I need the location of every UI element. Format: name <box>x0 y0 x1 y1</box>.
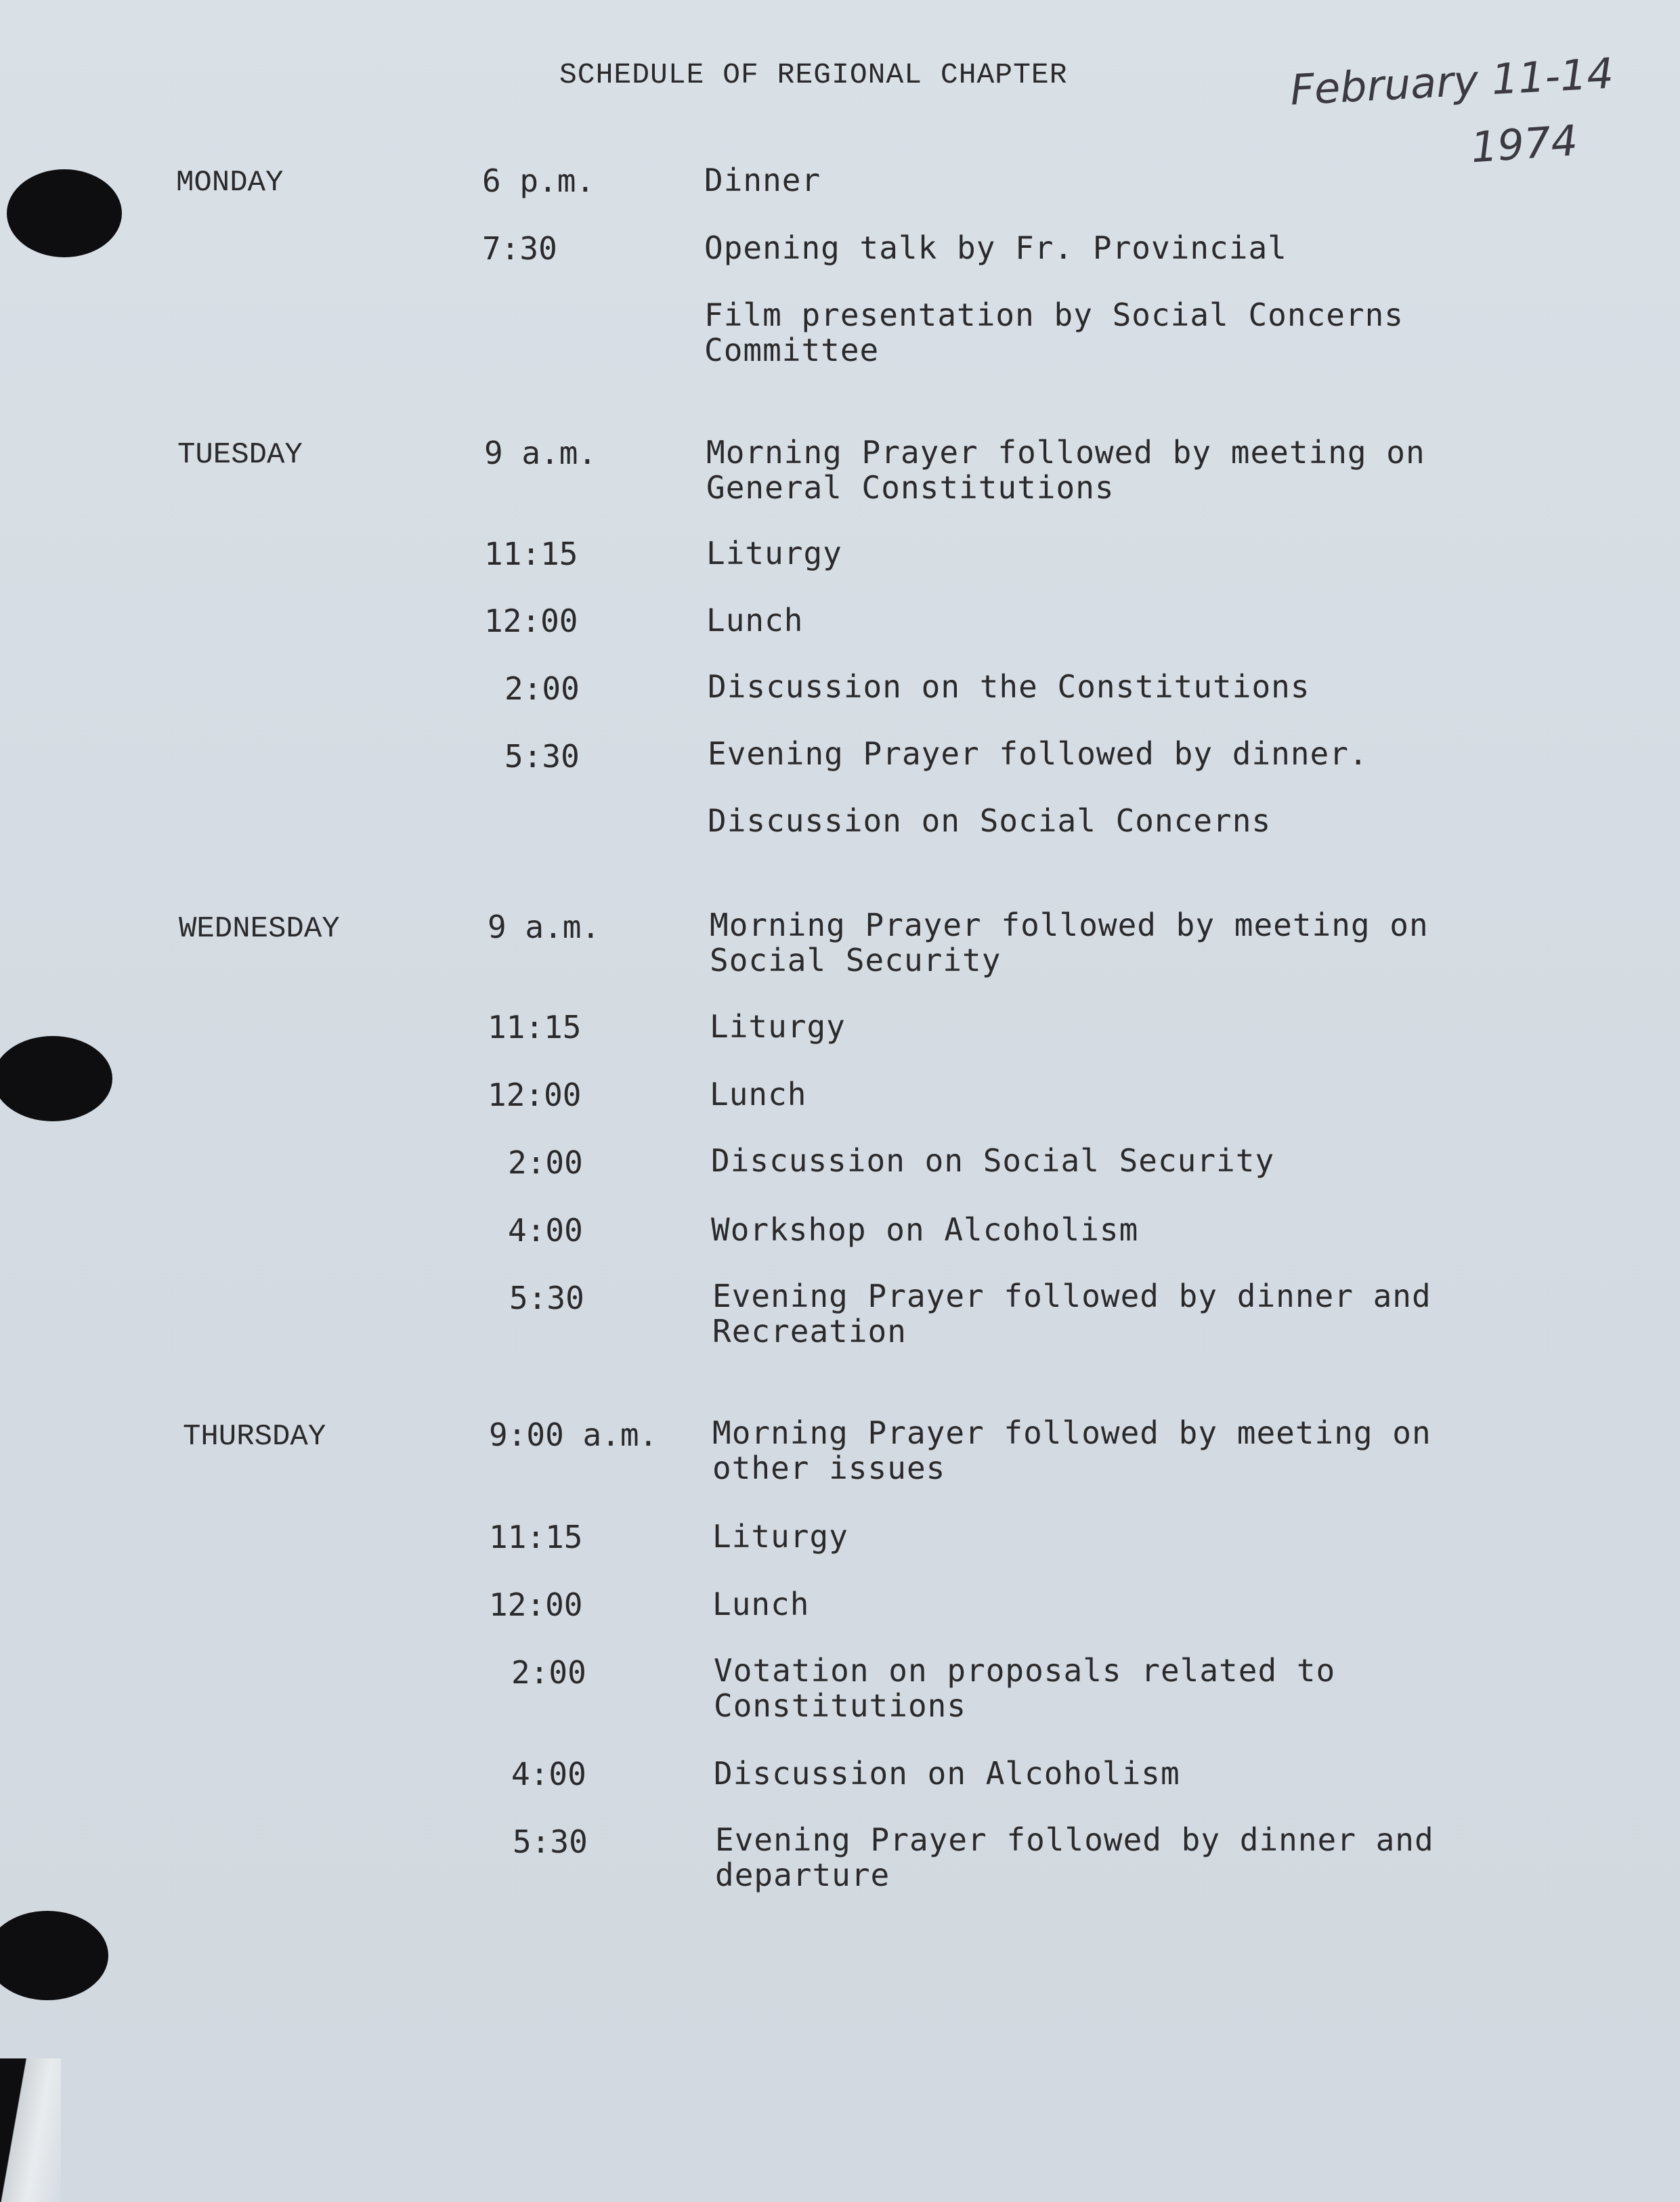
time-entry: 2:00 <box>504 670 580 707</box>
event-entry: Morning Prayer followed by meeting on other issues <box>712 1415 1431 1486</box>
handwritten-year: 1974 <box>1469 115 1580 173</box>
day-label-monday: MONDAY <box>176 166 284 200</box>
time-entry: 5:30 <box>504 738 580 775</box>
day-label-wednesday: WEDNESDAY <box>179 912 340 946</box>
handwritten-dates: February 11-14 <box>1289 48 1615 115</box>
event-entry: Liturgy <box>706 535 842 571</box>
time-entry: 12:00 <box>484 603 578 639</box>
event-entry: Lunch <box>710 1076 807 1113</box>
event-entry: Morning Prayer followed by meeting on General Constitutions <box>706 434 1425 506</box>
event-entry: Evening Prayer followed by dinner and departure <box>715 1821 1434 1893</box>
time-entry: 12:00 <box>489 1586 583 1623</box>
time-entry: 9 a.m. <box>484 435 597 471</box>
time-entry: 9 a.m. <box>488 909 601 945</box>
event-entry: Dinner <box>704 162 821 198</box>
event-entry: Discussion on Social Security <box>711 1142 1275 1179</box>
time-entry: 11:15 <box>489 1519 583 1555</box>
time-entry: 2:00 <box>508 1144 583 1181</box>
event-entry: Liturgy <box>712 1518 848 1555</box>
time-entry: 5:30 <box>509 1280 584 1316</box>
event-entry: Morning Prayer followed by meeting on Social Security <box>710 907 1429 978</box>
day-label-tuesday: TUESDAY <box>177 438 303 472</box>
event-entry: Film presentation by Social Concerns Committee <box>704 297 1404 368</box>
time-entry: 4:00 <box>511 1756 586 1792</box>
punch-hole <box>0 1036 112 1121</box>
time-entry: 9:00 a.m. <box>489 1417 658 1453</box>
time-entry: 4:00 <box>508 1212 583 1249</box>
time-entry: 2:00 <box>511 1654 586 1691</box>
page-edge-shadow <box>0 2058 61 2202</box>
event-entry: Votation on proposals related to Constitutions <box>714 1652 1336 1724</box>
time-entry: 7:30 <box>482 230 557 267</box>
event-entry: Liturgy <box>710 1008 846 1045</box>
time-entry: 12:00 <box>488 1077 582 1113</box>
punch-hole <box>7 169 122 257</box>
event-entry: Discussion on Alcoholism <box>714 1755 1180 1792</box>
punch-hole <box>0 1911 108 2000</box>
event-entry: Discussion on the Constitutions <box>708 668 1310 705</box>
event-entry: Lunch <box>706 602 804 639</box>
time-entry: 5:30 <box>513 1823 588 1860</box>
time-entry: 11:15 <box>488 1009 582 1045</box>
time-entry: 11:15 <box>484 536 578 572</box>
event-entry: Workshop on Alcoholism <box>711 1211 1139 1248</box>
day-label-thursday: THURSDAY <box>183 1420 326 1454</box>
event-entry: Lunch <box>712 1586 810 1622</box>
document-title: SCHEDULE OF REGIONAL CHAPTER <box>559 58 1068 91</box>
event-entry: Evening Prayer followed by dinner. <box>708 735 1369 772</box>
time-entry: 6 p.m. <box>482 163 595 199</box>
event-entry: Evening Prayer followed by dinner and Recreation <box>712 1278 1431 1350</box>
event-entry: Discussion on Social Concerns <box>708 802 1272 839</box>
event-entry: Opening talk by Fr. Provincial <box>704 230 1287 266</box>
